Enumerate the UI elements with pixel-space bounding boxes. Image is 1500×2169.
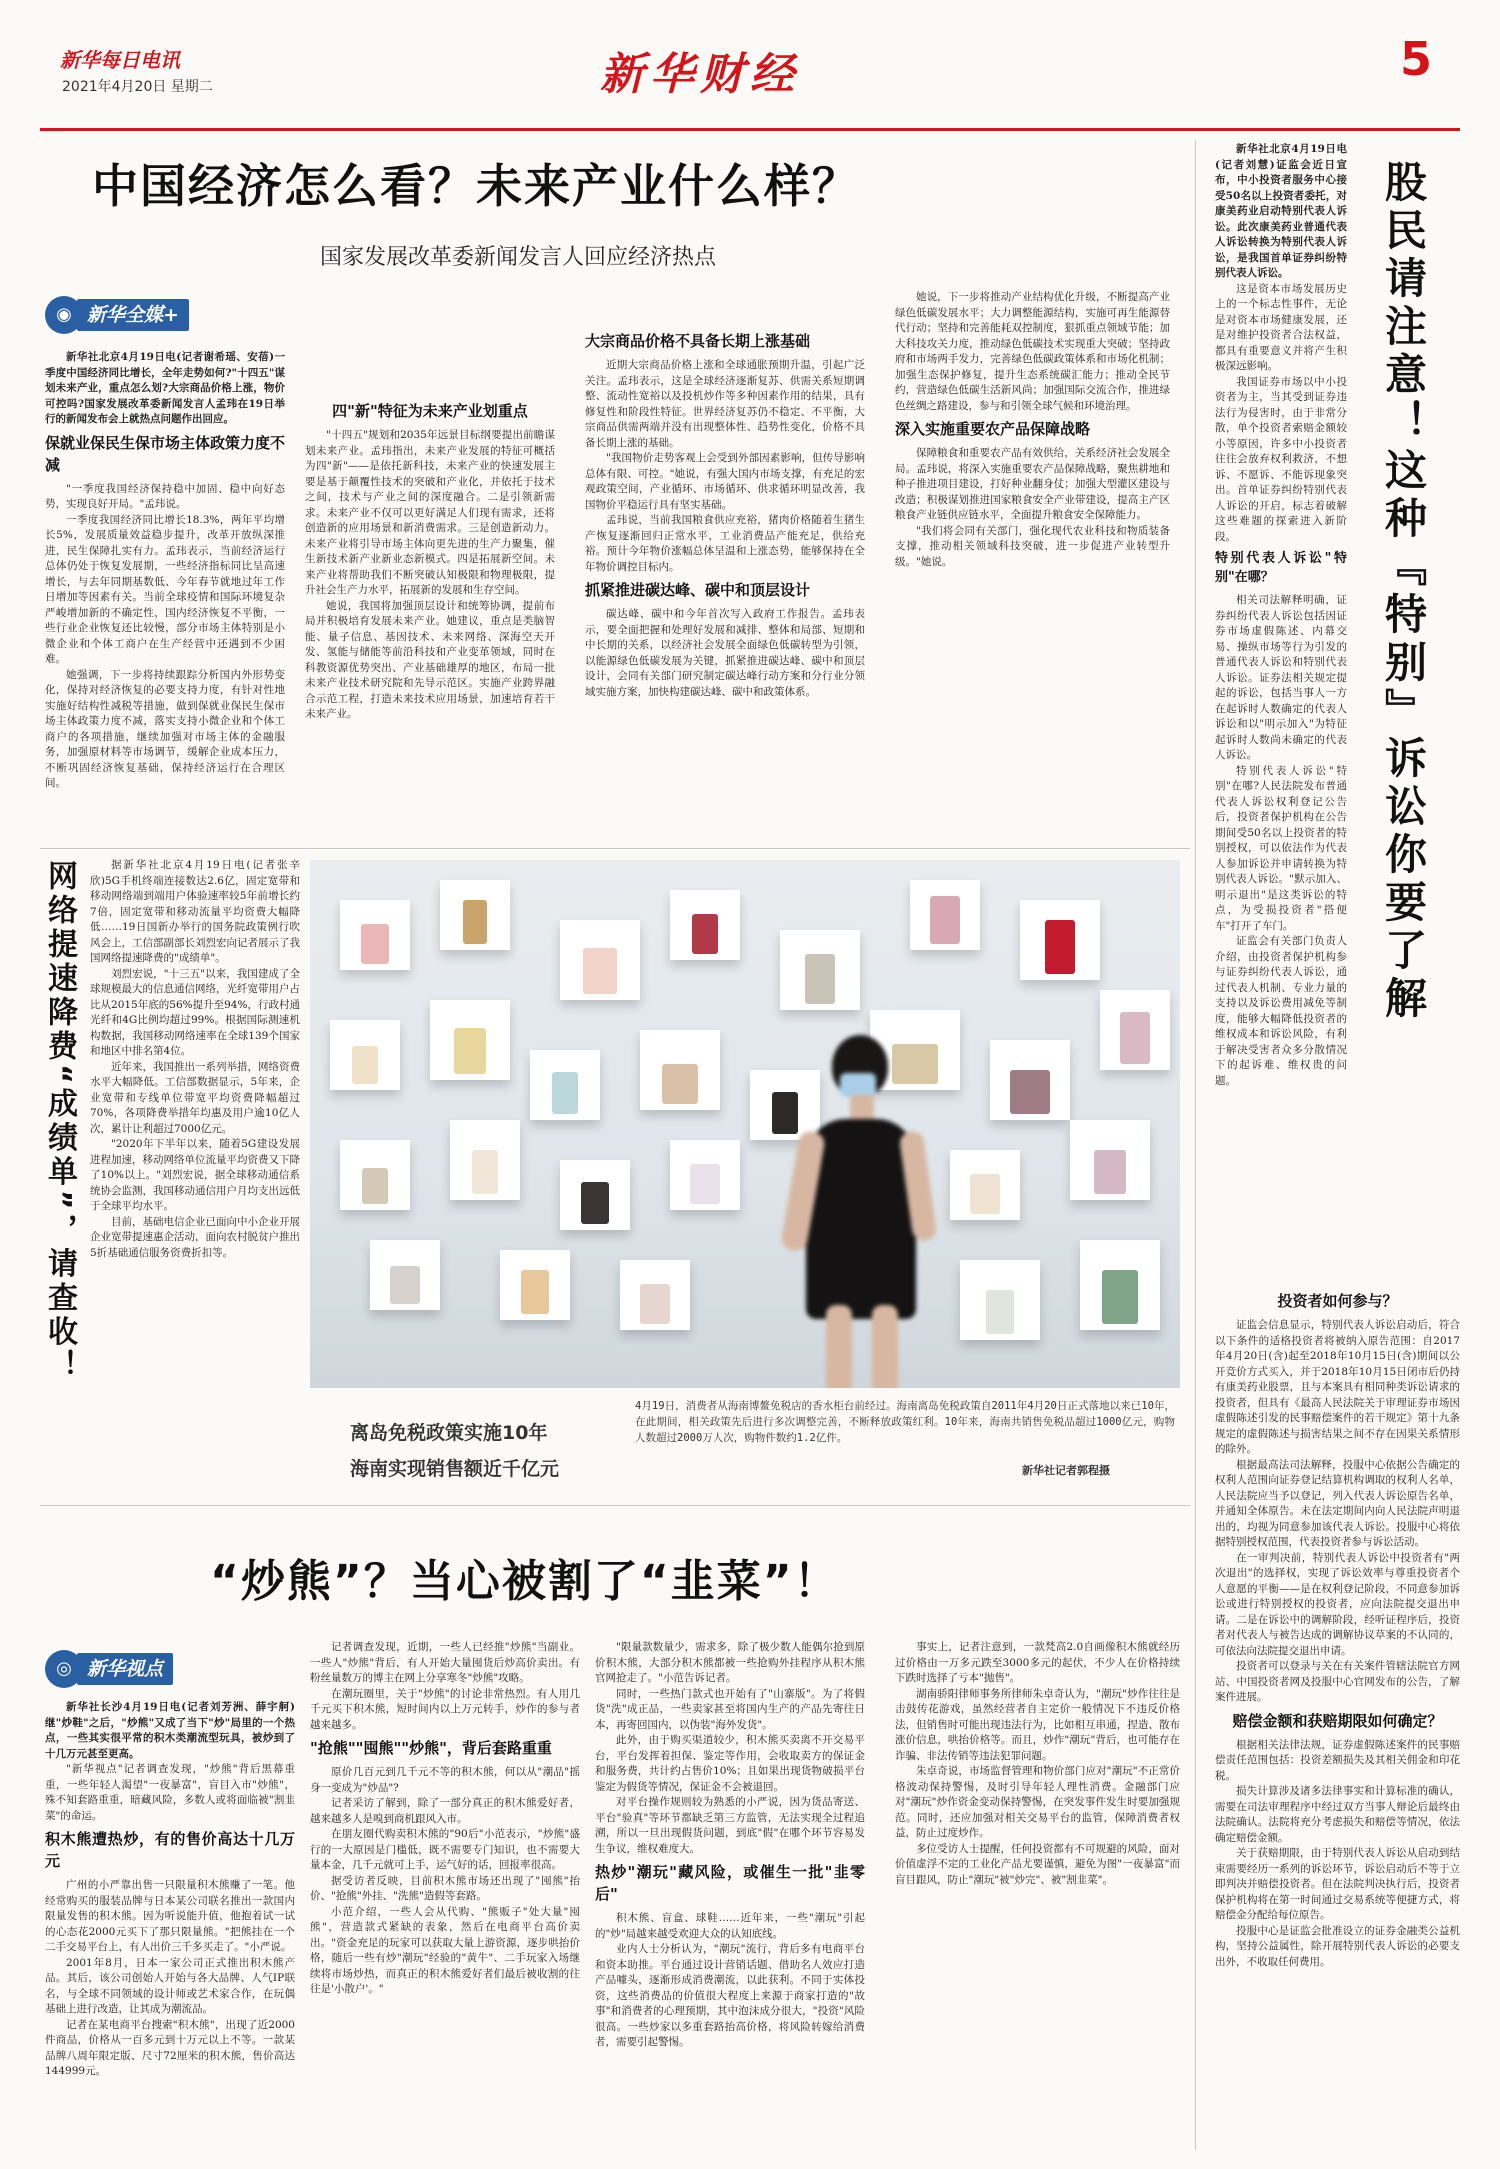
display-box [620, 1260, 690, 1330]
media-icon: ◉ [45, 296, 83, 334]
investor-sec3-p4: 投服中心是证监会批准设立的证券金融类公益机构，坚持公益属性，除开展特别代表人诉讼的必要支出外，不收取任何费用。 [1215, 1924, 1460, 1968]
investor-sec1-p1: 相关司法解释明确，证券纠纷代表人诉讼包括因证券市场虚假陈述、内幕交易、操纵市场等行为引发的普通代表人诉讼和特别代表人诉讼。证券法相关规定提起的诉讼，包括当事人一方在起诉时人数确定的代表人诉讼和以"明示加入"为特征起诉时人数尚未确定的代表人诉讼。 [1215, 594, 1347, 761]
lead-sec4-p2: 她说，下一步将推动产业结构优化升级，不断提高产业绿色低碳发展水平；大力调整能源结构，实施可再生能源替代行动；坚持和完善能耗双控制度，狠抓重点领域节能；加大科技攻关力度，推动绿色低碳技术实现重大突破；坚持政府和市场两手发力，完善绿色低碳政策体系和市场化机制；加强生态保护修复，提升生态系统碳汇能力；推动全民节约，营造绿色低碳生活新风尚；加强国际交流合作，推进绿色丝绸之路建设，参与和引领全球气候和环境治理。 [895, 291, 1170, 412]
bear-intro-1: 新华社长沙4月19日电(记者刘芳洲、薛宇舸)继"炒鞋"之后，"炒熊"又成了当下"炒"局里的一个热点，一些其实很平常的积木类潮流型玩具，被炒到了十几万元甚至更高。 [45, 1701, 295, 1760]
investor-p1: 新华社北京4月19日电(记者刘慧)证监会近日宣布，中小投资者服务中心接受50名以上投资者委托，对康美药业启动特别代表人诉讼。此次康美药业普通代表人诉讼转换为特别代表人诉讼，是我国首单证券纠纷特别代表人诉讼。 [1215, 143, 1347, 279]
investor-p2: 这是资本市场发展历史上的一个标志性事件，无论是对资本市场健康发展，还是对维护投资者合法权益，都具有重要意义并将产生积极深远影响。 [1215, 282, 1347, 372]
lead-intro: 新华社北京4月19日电(记者谢希瑶、安蓓)一季度中国经济同比增长，全年走势如何?"十四五"谋划未来产业，重点怎么划?大宗商品价格上涨，物价可控吗?国家发展改革委新闻发言人孟玮在19日举行的新闻发布会上就热点问题作出回应。 [45, 351, 285, 425]
investor-lower [1215, 1286, 1460, 2156]
bear-sec2-p6: "限量款数量少，需求多，除了极少数人能偶尔抢到原价积木熊，大部分积木熊都被一些抢购外挂程序从积木熊官网抢走了。"小范告诉记者。 [595, 1641, 865, 1684]
display-box [340, 1140, 410, 1210]
investor-sec1-heading: 特别代表人诉讼"特别"在哪？ [1215, 551, 1347, 585]
bear-sec1-p4: 记者调查发现，近期，一些人已经推"炒熊"当副业。一些人"炒熊"背后，有人开始大量囤货后炒高价卖出。有粉丝量数万的博主在网上分享寒冬"炒熊"攻略。 [310, 1641, 580, 1684]
lead-sec2-p2: 她说，我国将加强顶层设计和统筹协调，提前布局并积极培育发展未来产业。她建议，重点是类脑智能、量子信息、基因技术、未来网络、深海空天开发、氢能与储能等前沿科技和产业变革领域，同时在科教资源优势突出、产业基础雄厚的地区，布局一批未来产业技术研究院和先导示范区。实施产业跨界融合示范工程，打造未来技术应用场景，加速培育若干未来产业。 [305, 599, 555, 720]
lead-sec5-p1: 保障粮食和重要农产品有效供给，关系经济社会发展全局。孟玮说，将深入实施重要农产品保障战略，聚焦耕地和种子推进项目建设，打好种业翻身仗；加强大型灌区建设与改造；积极谋划推进国家粮食安全产业带建设，提高主产区粮食产业链供应链水平，全面提升粮食安全保障能力。 [895, 447, 1170, 521]
lead-tag [45, 296, 189, 334]
display-box [370, 1240, 440, 1310]
bear-intro-2: "新华视点"记者调查发现，"炒熊"背后黑幕重重，一些年轻人渴望"一夜暴富"，盲目入市"炒熊"，殊不知套路重重，暗藏风险，多数人或将面临被"割韭菜"的命运。 [45, 1763, 295, 1822]
display-box [1100, 990, 1170, 1070]
bear-tag [45, 1650, 173, 1688]
display-box [330, 1020, 400, 1090]
lead-sec5-heading: 深入实施重要农产品保障战略 [895, 420, 1091, 438]
display-box [450, 1120, 520, 1200]
investor-sec2-heading: 投资者如何参与？ [1277, 1292, 1398, 1310]
display-box [990, 1040, 1070, 1120]
investor-intro [1215, 142, 1347, 1282]
broadband-p4: "2020年下半年以来，随着5G建设发展进程加速，移动网络单位流量平均资费又下降了10%以上。"刘烈宏说，据全球移动通信系统协会监测，我国移动通信用户月均支出远低于全球平均水平。 [90, 1138, 300, 1212]
lead-sec3-p1: 近期大宗商品价格上涨和全球通胀预期升温，引起广泛关注。孟玮表示，这是全球经济逐渐复苏、供需关系短期调整、流动性宽裕以及投机炒作等多种因素作用的结果，具有修复性和阶段性特征。世界经济复苏仍不稳定、不平衡，大宗商品供需两端并没有出现整体性、趋势性变化，价格不具备长期上涨的基础。 [585, 359, 865, 449]
display-box [670, 1140, 740, 1210]
display-box [530, 1050, 600, 1120]
broadband-p1: 据新华社北京4月19日电(记者张辛欣)5G手机终端连接数达2.6亿，固定宽带和移动网络端到端用户体验速率较5年前增长约7倍，固定宽带和移动流量平均资费大幅降低……19日国新办举行的国务院政策例行吹风会上，工信部副部长刘烈宏向记者展示了我国网络提速降费的"成绩单"。 [90, 859, 300, 964]
page-number: 5 [1400, 32, 1433, 86]
bear-sec1-heading: 积木熊遭热炒，有的售价高达十几万元 [45, 1830, 295, 1870]
display-box [1020, 900, 1100, 980]
bear-col-3 [595, 1640, 865, 2155]
col-divider-v [1195, 140, 1196, 2150]
lead-col-2 [305, 290, 555, 845]
lead-sec1-p1: "一季度我国经济保持稳中加固、稳中向好态势，实现良好开局。"孟玮说。 [45, 482, 285, 510]
display-box [560, 920, 640, 1000]
lead-subhead: 国家发展改革委新闻发言人回应经济热点 [320, 245, 717, 270]
lead-sec3-heading: 大宗商品价格不具备长期上涨基础 [585, 332, 811, 350]
broadband-p3: 近年来，我国推出一系列举措，网络资费水平大幅降低。工信部数据显示，5年来，企业宽带和专线单位带宽平均资费降幅超过70%，各项降费举措年均惠及用户逾10亿人次，累计让利超过7000亿元。 [90, 1060, 300, 1135]
display-box [640, 1030, 720, 1110]
bear-sec2-p9: 对平台操作规则较为熟悉的小严说，因为货品寄送、平台"验真"等环节都缺乏第三方监管，无法实现全过程追溯，所以一旦出现假货问题，到底"假"在哪个环节容易发生争议，维权难度大。 [595, 1796, 865, 1855]
investor-sec2-p4: 投资者可以登录与关在有关案件管辖法院官方网站、中国投资者网及投服中心官网发布的公告，了解案件进展。 [1215, 1660, 1460, 1703]
display-box [1080, 1240, 1160, 1330]
bear-sec1-p2: 2001年8月，日本一家公司正式推出积木熊产品。其后，该公司创始人开始与各大品牌、人气IP联名，与全球不同领域的设计师或艺术家合作，在玩偶基础上进行改造，让其成为潮流品。 [45, 1956, 295, 2015]
bear-sec1-p3: 记者在某电商平台搜索"积木熊"，出现了近2000件商品，价格从一百多元到十万元以上不等。一款某品牌八周年限定版、尺寸72厘米的积木熊，售价高达144999元。 [45, 2018, 295, 2077]
display-box [560, 1160, 630, 1230]
display-box [1070, 1120, 1150, 1200]
investor-sec3-p1: 根据相关法律法规，证券虚假陈述案件的民事赔偿责任范围包括：投资差额损失及其相关佣金和印花税。 [1215, 1738, 1460, 1782]
bear-sec3-p5: 朱卓奇说，市场监督管理和物价部门应对"潮玩"不正常价格波动保持警惕，及时引导年轻人理性消费。金融部门应对"潮玩"炒作资金变动保持警惕，在突发事件发生时要加强规范。同时，还应加强对相关交易平台的监管，保障消费者权益，防止过度炒作。 [895, 1765, 1180, 1839]
bear-sec3-p3: 事实上，记者注意到，一款梵高2.0自画像积木熊就经历过价格由一万多元跌至3000多元的起伏，不少人在价格持续下跌时选择了亏本"抛售"。 [895, 1641, 1180, 1684]
broadband-p2: 刘烈宏说，"十三五"以来，我国建成了全球规模最大的信息通信网络，光纤宽带用户占比从2015年底的56%提升至94%，行政村通光纤和4G比例均超过99%。根据国际测速机构数据，我国移动网络速率在全球139个国家和地区中排名第4位。 [90, 967, 300, 1057]
bear-sec2-p5: 小范介绍，一些人会从代购、"熊贩子"处大量"囤熊"，营造款式紧缺的表象，然后在电商平台高价卖出。"资金充足的玩家可以获取大量上游资源，逐步哄抬价格，随后一些有炒"潮玩"经验的"黄牛"、二手玩家入场继续将市场炒热，而真正的积木熊爱好者们最后被收割的往往是'小散户'。" [310, 1905, 580, 1995]
investor-sec2-p3: 在一审判决前，特别代表人诉讼中投资者有"两次退出"的选择权，实现了诉讼效率与尊重投资者个人意愿的平衡——是在权利登记阶段，不同意参加诉讼或进行特别授权的投资者，应向法院提交退出申请。二是在诉讼中的调解阶段，经听证程序后，投资者对代表人与被告达成的调解协议草案的不认同的，可依法向法院提交退出申请。 [1215, 1551, 1460, 1657]
photo-caption: 4月19日，消费者从海南博鳌免税店的香水柜台前经过。海南离岛免税政策自2011年4月20日正式落地以来已10年，在此期间，相关政策先后进行多次调整完善，不断释放政策红利。10年来，海南共销售免税品超过1000亿元，购物人数超过2000万人次，购物件数约1.2亿件。 [635, 1400, 1175, 1444]
lead-sec2-heading: 四"新"特征为未来产业划重点 [332, 402, 528, 420]
bear-col-4 [895, 1640, 1180, 2155]
bear-sec2-p1: 原价几百元到几千元不等的积木熊，何以从"潮品"摇身一变成为"炒品"? [310, 1766, 580, 1794]
eye-icon: ◎ [45, 1650, 83, 1688]
lead-sec4-heading: 抓紧推进碳达峰、碳中和顶层设计 [585, 581, 811, 599]
bear-sec3-p1: 积木熊、盲盒、球鞋……近年来，一些"潮玩"引起的"炒"局越来越受欢迎大众的认知底线。 [595, 1912, 865, 1940]
broadband-headline: 网络提速降费“成绩单”，请查收！ [42, 860, 77, 1384]
masthead-rule [40, 128, 1460, 131]
display-box [950, 1150, 1020, 1220]
investor-sec2-p1: 证监会信息显示，特别代表人诉讼启动后，符合以下条件的适格投资者将被纳入原告范围：自2017年4月20日(含)起至2018年10月15日(含)期间以公开竞价方式买入，并于2018年10月15日闭市后仍持有康美药业股票，且与本案具有相同种类诉讼请求的投资者，但具有《最高人民法院关于审理证券市场因虚假陈述引发的民事赔偿案件的若干规定》第十九条规定的虚假陈述与损害结果之间不存在因果关系情形的除外。 [1215, 1319, 1460, 1455]
lead-sec3-p3: 孟玮说，当前我国粮食供应充裕，猪肉价格随着生猪生产恢复逐渐回归正常水平，工业消费品产能充足，供给充裕。预计今年物价涨幅总体呈温和上涨态势，能够保持在全年物价调控目标内。 [585, 514, 865, 573]
lead-headline: 中国经济怎么看？未来产业什么样？ [92, 159, 860, 213]
display-box [960, 1260, 1040, 1340]
bear-col-1 [45, 1700, 295, 2155]
photo-title-2: 海南实现销售额近千亿元 [350, 1458, 560, 1480]
bear-sec3-heading: 热炒"潮玩"藏风险，或催生一批"韭零后" [595, 1863, 865, 1903]
lead-sec2-p1: "十四五"规划和2035年远景目标纲要提出前瞻谋划未来产业。孟玮指出，未来产业发展的特征可概括为四"新"——是依托新科技，未来产业的快速发展主要是基于颠覆性技术的突破和产业化，并依托于技术之间，技术与产业之间的深度融合。二是引领新需求。未来产业不仅可以更好满足人们现有需求，还将创造新的应用场景和新消费需求。三是创造新动力。未来产业将引导市场主体向更先进的生产力聚集，催生新技术新产业新业态新模式。四是拓展新空间。未来产业将帮助我们不断突破认知极限和物理极限，提升社会生产力水平，拓展新的发展和生存空间。 [305, 429, 555, 596]
lead-tag-label: 新华全媒+ [77, 299, 189, 331]
lead-col-1 [45, 350, 285, 845]
investor-sec3-p2: 损失计算涉及诸多法律事实和计算标准的确认，需要在司法审理程序中经过双方当事人辩论后最终由法院确认。法院将充分考虑损失和赔偿等情况，依法确定赔偿金额。 [1215, 1785, 1460, 1844]
brand-logo: 新华每日电讯 [60, 48, 180, 72]
investor-sec1-p2: 特别代表人诉讼"特别"在哪?人民法院发布普通代表人诉讼权利登记公告后，投资者保护机构在公告期间受50名以上投资者的特别授权，可以依法作为代表人参加诉讼并申请转换为特别代表人诉讼。"默示加入、明示退出"是这类诉讼的特点，为受损投资者"搭便车"打开了车门。 [1215, 764, 1347, 932]
broadband-body [90, 858, 300, 1478]
bear-sec1-p1: 广州的小严靠出售一只限量积木熊赚了一笔。他经常购买的服装品牌与日本某公司联名推出一款国内限量发售的积木熊。因为听说能升值，他抱着试一试的心态花2000元买下了那只限量熊。"把熊挂在一个二手交易平台上，有人出价三千多买走了。"小严说。 [45, 1879, 295, 1953]
display-box [340, 900, 410, 970]
bear-tag-label: 新华视点 [77, 1653, 173, 1685]
photo-credit: 新华社记者郭程摄 [1022, 1464, 1110, 1477]
news-photo [310, 860, 1180, 1388]
lead-sec5-p2: "我们将会同有关部门，强化现代农业科技和物质装备支撑，推动相关领域科技突破，进一步促进产业转型升级。"她说。 [895, 524, 1170, 568]
bear-sec3-p6: 多位受访人士提醒，任何投资都有不可规避的风险，面对价值虚浮不定的工业化产品尤要谨慎，避免为图"一夜暴富"而盲目跟风，防止"潮玩"被"炒完"、被"割韭菜"。 [895, 1842, 1180, 1886]
display-box [440, 880, 510, 950]
bear-sec1-p5: 在潮玩圈里，关于"炒熊"的讨论非常热烈。有人用几千元买下积木熊，短时间内以上万元转手，炒作的参与者越来越多。 [310, 1687, 580, 1731]
bear-col-2 [310, 1640, 580, 2155]
investor-sec3-p3: 关于获赔期限，由于特别代表人诉讼从启动到结束需要经历一系列的诉讼环节，诉讼启动后不等于立即判决并赔偿投资者。但在法院判决执行后，投资者保护机构将在第一时间通过交易系统等便捷方式，将赔偿金分配给每位原告。 [1215, 1847, 1460, 1921]
display-box [430, 1000, 510, 1080]
bear-sec2-p4: 据受访者反映，目前积木熊市场还出现了"囤熊"抬价、"抢熊"外挂、"洗熊"造假等套路。 [310, 1874, 580, 1902]
photo-bottom-rule [40, 1505, 1190, 1506]
bear-sec2-p3: 在朋友圈代购卖积木熊的"90后"小范表示，"炒熊"盛行的一大原因是门槛低，既不需要专门知识，也不需要大量本金，几千元就可上手，运气好的话，回报率很高。 [310, 1828, 580, 1871]
lead-sec1-heading: 保就业保民生保市场主体政策力度不减 [45, 433, 285, 474]
lead-col-4 [895, 290, 1170, 845]
photo-title-1: 离岛免税政策实施10年 [350, 1422, 548, 1444]
bear-sec2-heading: "抢熊""囤熊""炒熊"，背后套路重重 [310, 1739, 552, 1757]
lead-bottom-rule [40, 848, 1190, 849]
display-box [910, 880, 980, 950]
investor-sec2-p2: 根据最高法司法解释，投服中心依据公告确定的权利人范围向证券登记结算机构调取的权利人名单，人民法院应当予以登记，列入代表人诉讼原告名单，并通知全体原告。未在法定期间内向人民法院声明退出的，均视为同意参加该代表人诉讼。投服中心将依据特别授权范围，代表投资者参与诉讼活动。 [1215, 1458, 1460, 1548]
lead-col-3 [585, 290, 865, 845]
investor-sec3-heading: 赔偿金额和获赔期限如何确定？ [1232, 1711, 1443, 1730]
section-title: 新华财经 [600, 49, 800, 100]
shopper-figure [780, 1035, 940, 1388]
lead-sec3-p2: "我国物价走势客观上会受到外部因素影响，但传导影响总体有限、可控。"她说，有强大国内市场支撑，有充足的宏观政策空间，产业循环、市场循环、供求循环明显改善，我国物价平稳运行具有坚实基础。 [585, 452, 865, 511]
lead-sec1-p3: 她强调，下一步将持续跟踪分析国内外形势变化，保持对经济恢复的必要支持力度，有针对性地实施好结构性减税等措施，做到保就业保民生保市场主体政策力度不减，落实支持小微企业和个体工商户的各项措施，继续加强对市场主体的金融服务，加强原材料等市场调节，缓解企业成本压力，不断巩固经济恢复基础，保持经济运行在合理区间。 [45, 668, 285, 789]
investor-p3: 我国证券市场以中小投资者为主，当其受到证券违法行为侵害时，由于非常分散，单个投资者索赔金额较小等原因，许多中小投资者往往会放弃权利救济，不想诉、不愿诉、不能诉现象突出。首单证券纠纷特别代表人诉讼的开启，标志着破解这些难题的探索进入新阶段。 [1215, 375, 1347, 543]
display-box [780, 930, 860, 1010]
issue-date: 2021年4月20日 星期二 [62, 79, 213, 95]
lead-sec4-p1: 碳达峰、碳中和今年首次写入政府工作报告。孟玮表示，要全面把握和处理好发展和减排、整体和局部、短期和中长期的关系，以经济社会发展全面绿色低碳转型为引领，以能源绿色低碳发展为关键，抓紧推进碳达峰、碳中和顶层设计，会同有关部门研究制定碳达峰行动方案和分行业分领域实施方案，加快构建碳达峰、碳中和政策体系。 [585, 608, 865, 698]
bear-sec2-p8: 此外，由于购买渠道较少，积木熊买卖离不开交易平台，平台发挥着担保、鉴定等作用，会收取卖方的保证金和服务费，共计约占售价10%；且如果出现货物破损平台鉴定为假货等情况，保证金不会被退回。 [595, 1734, 865, 1793]
bear-sec3-p4: 湖南骄阳律师事务所律师朱卓奇认为，"潮玩"炒作往往是击鼓传花游戏，虽然经营者自主定价一般情况下不违反价格法，但销售时可能出现违法行为，比如相互串通，捏造、散布涨价信息，哄抬价格等。而且，炒作"潮玩"背后，也可能存在诈骗、非法传销等违法犯罪问题。 [895, 1687, 1180, 1762]
lead-sec1-p2: 一季度我国经济同比增长18.3%，两年平均增长5%，发展质量效益稳步提升，改革开放纵深推进，民生保障扎实有力。孟玮表示，当前经济运行总体仍处于恢复发展期，一些经济指标同比呈高速增长，与去年同期基数低、今年春节就地过年工作日增加等因素有关。当前全球疫情和国际环境复杂严峻增加新的不确定性，国内经济恢复不平衡，一些行业企业恢复还比较慢，部分市场主体特别是小微企业和个体工商户在生产经营中还遇到不少困难。 [45, 513, 285, 665]
display-box [500, 1250, 570, 1320]
display-box [670, 890, 740, 960]
bear-sec2-p2: 记者采访了解到，除了一部分真正的积木熊爱好者，越来越多人是嗅到商机跟风入市。 [310, 1797, 580, 1825]
masthead [60, 32, 1440, 118]
investor-headline: 股民请注意！这种『特别』诉讼你要了解 [1379, 160, 1428, 1024]
broadband-p5: 目前，基础电信企业已面向中小企业开展企业宽带提速惠企活动，面向农村脱贫户推出5折基础通信服务资费折扣等。 [90, 1215, 300, 1259]
bear-sec3-p2: 业内人士分析认为，"潮玩"流行，背后多有电商平台和资本助推。平台通过设计营销话题、借助名人效应打造产品噱头，逐渐形成消费潮流，以此获利。不同于实体投资，这些消费品的价值很大程度上来源于商家打造的"故事"和消费者的心理预期，其中泡沫成分很大，"投资"风险很高。一些炒家以多重套路抬高价格，将风险转嫁给消费者，需要引起警惕。 [595, 1943, 865, 2048]
bear-sec2-p7: 同时，一些热门款式也开始有了"山寨版"。为了将假货"洗"成正品，一些卖家甚至将国内生产的产品先寄往日本，再寄回国内，以伪装"海外发货"。 [595, 1687, 865, 1731]
bear-headline: “炒熊”？当心被割了“韭菜”！ [210, 1556, 840, 1607]
investor-sec1-p3: 证监会有关部门负责人介绍，由投资者保护机构参与证券纠纷代表人诉讼，通过代表人机制、专业力量的支持以及诉讼费用减免等制度，能够大幅降低投资者的维权成本和诉讼风险，有利于解决受害者众多分散情况下的起诉难、维权贵的问题。 [1215, 935, 1347, 1087]
